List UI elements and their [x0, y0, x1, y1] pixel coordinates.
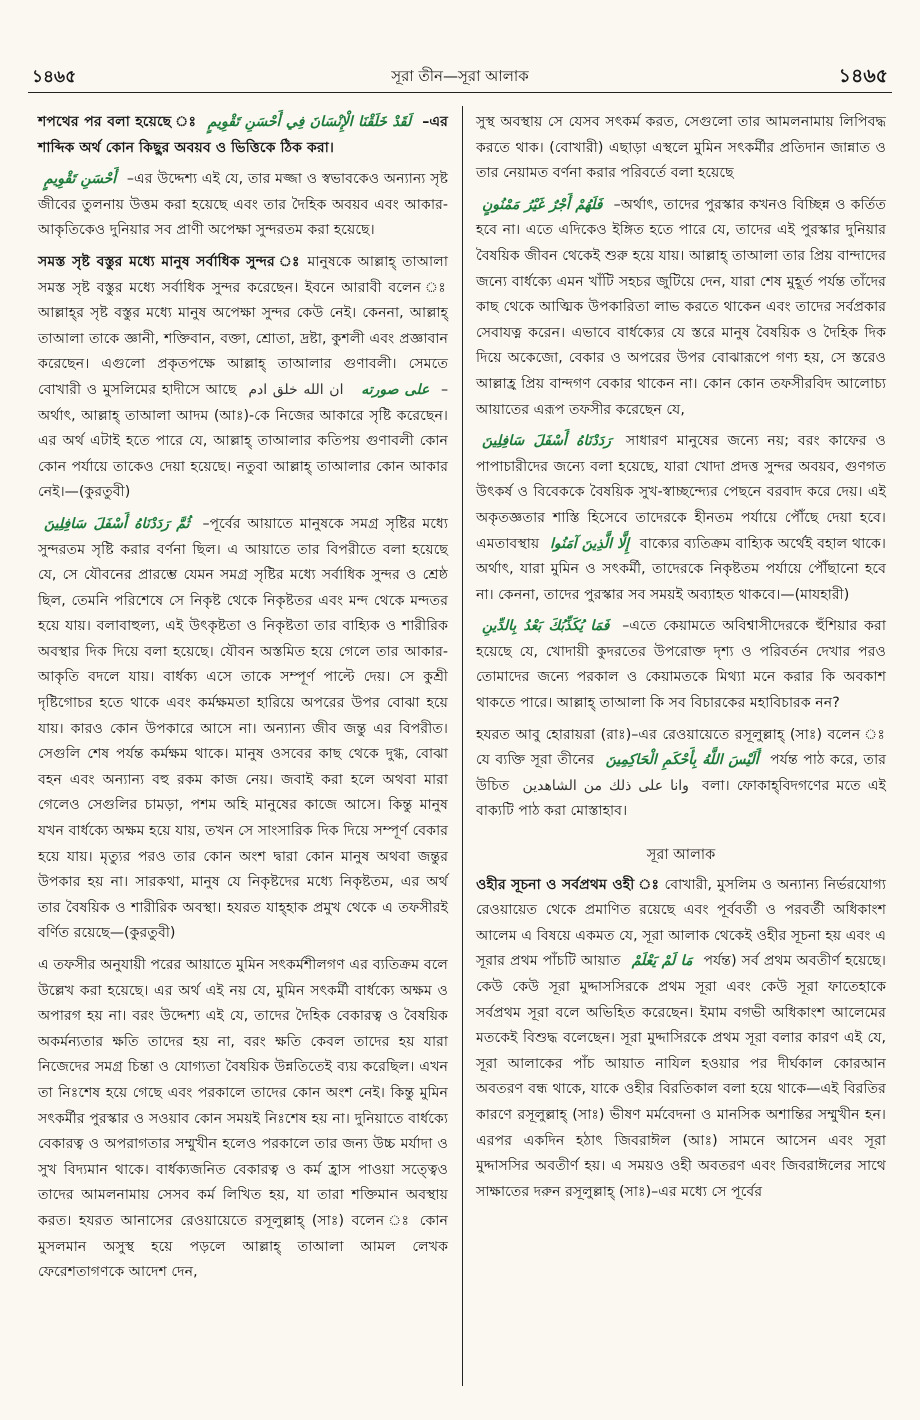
paragraph-text: –এর শাব্দিক অর্থ কোন কিছুর অবয়ব ও ভিত্তিকে ঠিক করা।: [38, 114, 448, 156]
section-heading: সমস্ত সৃষ্ট বস্তুর মধ্যে মানুষ সর্বাধিক সুন্দর ঃ: [38, 253, 302, 270]
paragraph: [38, 512, 448, 947]
paragraph-text: হযরত আবু হোরায়রা (রাঃ)–এর রেওয়ায়েতে রসূলুল্লাহ্ (সাঃ) বলেন ঃ যে ব্যক্তি সূরা তীনের: [476, 726, 886, 769]
page-number-left: ১৪৬৫: [32, 67, 77, 87]
arabic-verse: رَدَدْنَاهُ أَسْفَلَ سَافِلِينَ: [482, 433, 611, 450]
arabic-verse: ثُمَّ رَدَدْنَاهُ أَسْفَلَ سَافِلِينَ: [44, 515, 190, 532]
paragraph-text: –এর উদ্দেশ্য এই যে, তার মজ্জা ও স্বভাবকেও অন্যান্য সৃষ্ট জীবের তুলনায় উত্তম করা হয়েছে এবং তার দৈহিক অবয়ব এবং আকার-আকৃতিকেও দুনিয়ার সব প্রাণী অপেক্ষা সুন্দরতম করা হয়েছে।: [38, 171, 449, 239]
arabic-hadith: على صورته: [361, 381, 430, 398]
running-title: সূরা তীন—সূরা আলাক: [391, 67, 529, 85]
paragraph-text: –এতে কেয়ামতে অবিশ্বাসীদেরকে হুঁশিয়ার করা হয়েছে যে, খোদায়ী কুদরতের উপরোক্ত দৃশ্য ও পরিবর্তন দেখার পরও তোমাদের জন্যে পরকাল ও কেয়ামতকে মিথ্যা মনে করার কি অবকাশ থাকতে পারে। আল্লাহ্ তাআলা কি সব বিচারকের মহাবিচারক নন?: [476, 618, 886, 712]
paragraph-text: বাক্যের ব্যতিক্রম বাহ্যিক অর্থেই বহাল থাকে। অর্থাৎ, যারা মুমিন ও সৎকর্মী, তাদেরকে নিকৃষ্টতম পর্যায়ে পৌঁছানো হবে না। কেননা, তাদের পুরস্কার সব সময়ই অব্যাহত থাকবে।—(মাযহারী): [476, 535, 887, 603]
paragraph-text: বোখারী, মুসলিম ও অন্যান্য নির্ভরযোগ্য রেওয়ায়েত থেকে প্রমাণিত রয়েছে এবং পূর্ববর্তী ও পরবর্তী অধিকাংশ আলেম এ বিষয়ে একমত যে, সূরা আলাক থেকেই ওহীর সূচনা হয় এবং এ সূরার প্রথম পাঁচটি আয়াত: [476, 876, 886, 970]
paragraph: [476, 873, 886, 1206]
paragraph: [38, 110, 448, 161]
arabic-verse: لَقَدْ خَلَقْنَا الْإِنْسَانَ فِي أَحْسَنِ تَقْوِيمٍ: [207, 114, 412, 130]
paragraph: [38, 953, 448, 1286]
page-header: [30, 56, 890, 96]
paragraph-text: সাধারণ মানুষের জন্যে নয়; বরং কাফের ও পাপাচারীদের জন্যে বলা হয়েছে, যারা খোদা প্রদত্ত সুন্দর অবয়ব, গুণগত উৎকর্ষ ও বিবেককে বৈষয়িক সুখ-স্বাচ্ছন্দ্যের পেছনে বরবাদ করে দেয়। এই অকৃতজ্ঞতার শাস্তি হিসেবে তাদেরকে হীনতম পর্যায়ে পৌঁছে দেয়া হবে। এমতাবস্থায়: [476, 433, 887, 552]
paragraph: [476, 614, 886, 716]
arabic-verse: أَحْسَنِ تَقْوِيمٍ: [44, 171, 117, 188]
page-number-right: ১৪৬৫: [838, 65, 888, 87]
paragraph-text: সুস্থ অবস্থায় সে যেসব সৎকর্ম করত, সেগুলো তার আমলনামায় লিপিবদ্ধ করতে থাক। (বোখারী) এছাড়া এস্থলে মুমিন সৎকর্মীর প্রতিদান জান্নাত ও তার নেয়ামত বর্ণনা করার পরিবর্তে বলা হয়েছে: [476, 114, 886, 182]
paragraph: [476, 110, 886, 187]
column-divider: [462, 106, 463, 1386]
surah-subtitle: সূরা আলাক: [646, 847, 716, 864]
paragraph-text: বলা। ফোকাহ্‌বিদগণের মতে এই বাক্যটি পাঠ করা মোস্তাহাব।: [476, 777, 886, 820]
arabic-verse: أَلَيْسَ اللَّهُ بِأَحْكَمِ الْحَاكِمِينَ: [605, 752, 759, 769]
paragraph: [476, 429, 886, 608]
left-column: [38, 110, 448, 1292]
arabic-verse: فَمَا يُكَذِّبُكَ بَعْدُ بِالدِّينِ: [482, 618, 610, 635]
paragraph: [476, 193, 886, 423]
arabic-phrase: وانا على ذلك من الشاهدين: [522, 777, 689, 794]
paragraph-text: –অর্থাৎ, আল্লাহ্ তাআলা আদম (আঃ)-কে নিজের আকারে সৃষ্টি করেছেন। এর অর্থ এটাই হতে পারে যে, আল্লাহ্ তাআলার কতিপয় গুণাবলী কোন কোন পর্যায়ে তাকেও দেয়া হয়েছে। নতুবা আল্লাহ্ তাআলার কোন আকার নেই।—(কুরতুবী): [38, 381, 449, 501]
paragraph-text: পর্যন্ত পাঠ করে, তার উচিত: [476, 752, 886, 794]
paragraph-text: মানুষকে আল্লাহ্ তাআলা সমস্ত সৃষ্ট বস্তুর মধ্যে সর্বাধিক সুন্দর করেছেন। ইবনে আরাবী বলেন ঃ আল্লাহ্‌র সৃষ্ট বস্তুর মধ্যে মানুষ অপেক্ষা সুন্দর কেউ নেই। কেননা, আল্লাহ্ তাআলা তাকে জ্ঞানী, শক্তিবান, বক্তা, শ্রোতা, দ্রষ্টা, কুশলী এবং প্রজ্ঞাবান করেছেন। এগুলো প্রকৃতপক্ষে আল্লাহ্ তাআলার গুণাবলী। সেমতে বোখারী ও মুসলিমের হাদীসে আছে: [38, 253, 448, 398]
arabic-verse: فَلَهُمْ أَجْرٌ غَيْرُ مَمْنُونٍ: [482, 196, 603, 213]
arabic-hadith: ان الله خلق ادم: [248, 381, 344, 398]
paragraph-text: –পূর্বের আয়াতে মানুষকে সমগ্র সৃষ্টির মধ্যে সুন্দরতম সৃষ্টি করার বর্ণনা ছিল। এ আয়াতে তার বিপরীতে বলা হয়েছে যে, সে যৌবনের প্রারম্ভে যেমন সমগ্র সৃষ্টির মধ্যে সর্বাধিক সুন্দর ও শ্রেষ্ঠ ছিল, তেমনি পরিশেষে সে নিকৃষ্ট থেকে নিকৃষ্টতর এবং মন্দ থেকে মন্দতর হয়ে যায়। বলাবাহুল্য, এই উৎকৃষ্টতা ও নিকৃষ্টতা তার বাহ্যিক ও শারীরিক অবস্থার দিক দিয়ে বলা হয়েছে। যৌবন অস্তমিত হয়ে গেলে তার আকার-আকৃতি বদলে যায়। বার্ধক্য এসে তাকে সম্পূর্ণ পাল্টে দেয়। সে কুশ্রী দৃষ্টিগোচর হতে থাকে এবং কর্মক্ষমতা হারিয়ে অপরের উপর বোঝা হয়ে যায়। কারও কোন উপকারে আসে না। অন্যান্য জীব জন্তু এর বিপরীত। সেগুলি শেষ পর্যন্ত কর্মক্ষম থাকে। মানুষ ওসবের কাছ থেকে দুগ্ধ, বোঝা বহন এবং অন্যান্য বহু রকম কাজ নেয়। জবাই করা হলে অথবা মারা গেলেও সেগুলির চামড়া, পশম অহি মানুষের কাজে আসে। কিন্তু মানুষ যখন বার্ধক্যে অক্ষম হয়ে যায়, তখন সে সাংসারিক দিক দিয়ে সম্পূর্ণ বেকার হয়ে যায়। মৃত্যুর পরও তার কোন অংশ দ্বারা কোন মানুষ অথবা জন্তুর উপকার হয় না। সারকথা, মানুষ যে নিকৃষ্টদের মধ্যে নিকৃষ্টতম, এর অর্থ তার বৈষয়িক ও শারীরিক অবস্থা। হযরত যাহ্হাক প্রমুখ থেকে এ তফসীরই বর্ণিত রয়েছে—(কুরতুবী): [38, 515, 448, 942]
paragraph: [38, 167, 448, 244]
paragraph-text: –অর্থাৎ, তাদের পুরস্কার কখনও বিচ্ছিন্ন ও কর্তিত হবে না। এতে এদিকেও ইঙ্গিত হতে পারে যে, তাদের এই পুরস্কার দুনিয়ার বৈষয়িক জীবন থেকেই শুরু হয়ে যায়। আল্লাহ্ তাআলা তার প্রিয় বান্দাদের জন্যে বার্ধক্যে এমন খাঁটি সহচর জুটিয়ে দেন, যারা শেষ মুহূর্ত পর্যন্ত তাঁদের কাছ থেকে আত্মিক উপকারিতা লাভ করতে থাকেন এবং তাদের সর্বপ্রকার সেবাযত্ন করেন। এভাবে বার্ধক্যের যে স্তরে মানুষ বৈষয়িক ও দৈহিক দিক দিয়ে অকেজো, বেকার ও অপরের উপর বোঝারূপে গণ্য হয়, সে স্তরেও আল্লাহ্র প্রিয় বান্দগণ বেকার থাকেন না। কোন কোন তফসীরবিদ আলোচ্য আয়াতের এরূপ তফসীর করেছেন যে,: [476, 196, 887, 418]
right-column: [476, 110, 886, 1211]
paragraph-text: এ তফসীর অনুযায়ী পরের আয়াতে মুমিন সৎকর্মশীলগণ এর ব্যতিক্রম বলে উল্লেখ করা হয়েছে। এর অর্থ এই নয় যে, মুমিন সৎকর্মী বার্ধক্যে অক্ষম ও অপারগ হয় না। বরং উদ্দেশ্য এই যে, তাদের দৈহিক বেকারত্ব ও বৈষয়িক অকর্মন্যতার ক্ষতি তাদের হয় না, বরং ক্ষতি কেবল তাদের হয় যারা নিজেদের সমগ্র চিন্তা ও যোগ্যতা বৈষয়িক উন্নতিতেই ব্যয় করেছিল। এখন তা নিঃশেষ হয়ে গেছে এবং পরকালে তাদের কোন অংশ নেই। কিন্তু মুমিন সৎকর্মীর পুরস্কার ও সওয়াব কোন সময়ই নিঃশেষ হয় না। দুনিয়াতে বার্ধক্যে বেকারত্ব ও অপরাগতার সম্মুখীন হলেও পরকালে তার জন্য উচ্চ মর্যাদা ও সুখ বিদ্যমান থাকে। বার্ধক্যজনিত বেকারত্ব ও কর্ম হ্রাস পাওয়া সত্ত্বেও তাদের আমলনামায় সেসব কর্ম লিখিত হয়, যা তারা শক্তিমান অবস্থায় করত। হযরত আনাসের রেওয়ায়েতে রসূলুল্লাহ্ (সাঃ) বলেন ঃ কোন মুসলমান অসুস্থ হয়ে পড়লে আল্লাহ্ তাআলা আমল লেখক ফেরেশতাগণকে আদেশ দেন,: [38, 957, 448, 1281]
section-heading: ওহীর সূচনা ও সর্বপ্রথম ওহী ঃ: [476, 876, 660, 893]
paragraph-text: শপথের পর বলা হয়েছে ঃ: [38, 114, 197, 130]
arabic-verse: مَا لَمْ يَعْلَمْ: [631, 953, 693, 970]
paragraph: [476, 723, 886, 825]
header-rule: [28, 92, 892, 93]
paragraph-text: পর্যন্ত) সর্ব প্রথম অবতীর্ণ হয়েছে। কেউ কেউ সূরা মুদ্দাসসিরকে প্রথম সূরা এবং কেউ সূরা ফাতেহাকে সর্বপ্রথম সূরা বলে অভিহিত করেছেন। ইমাম বগভী অধিকাংশ আলেমের মতকেই বিশুদ্ধ বলেছেন। সূরা মুদ্দাসিরকে প্রথম সূরা বলার কারণ এই যে, সূরা আলাকের পাঁচ আয়াত নাযিল হওয়ার পর দীর্ঘকাল কোরআন অবতরণ বন্ধ থাকে, যাকে ওহীর বিরতিকাল বলা হয়ে থাকে—এই বিরতির কারণে রসূলুল্লাহ্ (সাঃ) ভীষণ মর্মবেদনা ও মানসিক অশান্তির সম্মুখীন হন। এরপর একদিন হঠাৎ জিবরাঈল (আঃ) সামনে আসেন এবং সূরা মুদ্দাসসির অবতীর্ণ হয়। এ সময়ও ওহী অবতরণ এবং জিবরাঈলের সাথে সাক্ষাতের দরুন রসূলুল্লাহ্ (সাঃ)–এর মধ্যে সে পূর্বের: [476, 953, 886, 1200]
paragraph: [38, 250, 448, 506]
arabic-verse: إِلَّا الَّذِينَ آمَنُوا: [550, 535, 630, 552]
